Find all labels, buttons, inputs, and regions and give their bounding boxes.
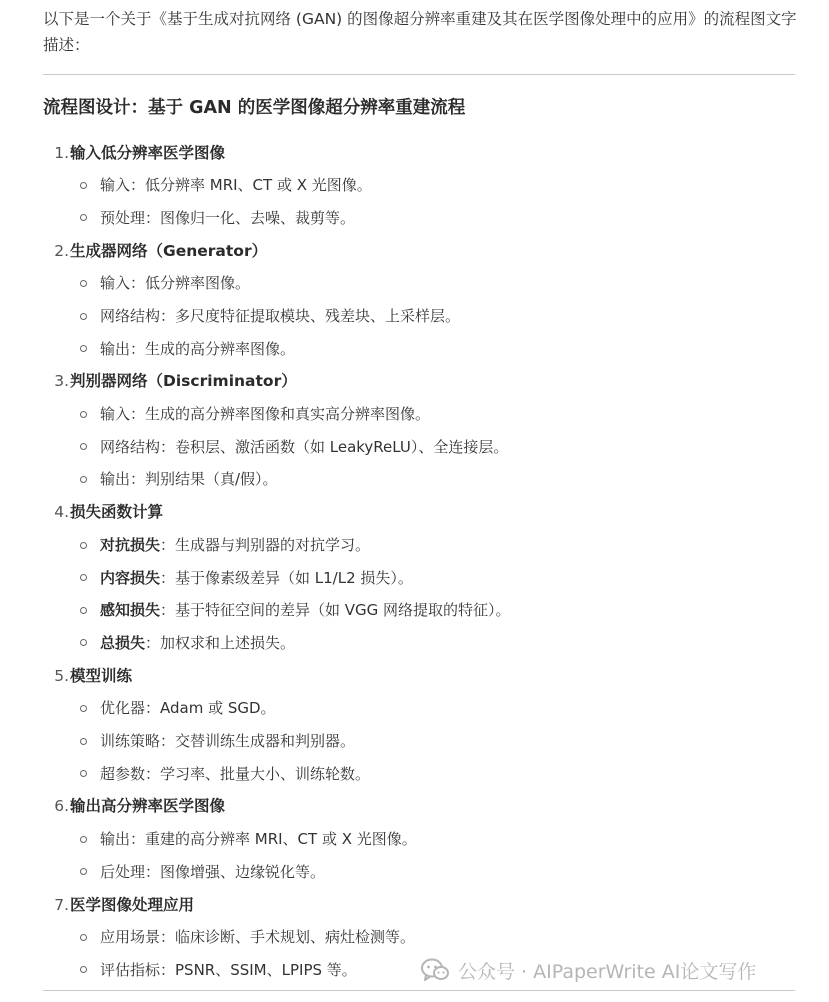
sub-item-text: 超参数：学习率、批量大小、训练轮数。 <box>100 764 371 783</box>
step-title-row <box>43 234 803 267</box>
hollow-bullet-icon <box>80 966 87 973</box>
sub-item-text: ：基于像素级差异（如 L1/L2 损失）。 <box>160 568 413 587</box>
sub-item-term: 总损失 <box>100 633 146 652</box>
hollow-bullet-icon <box>80 476 87 483</box>
hollow-bullet-icon <box>80 214 87 221</box>
step-title-row <box>43 659 803 692</box>
sub-item-text: 输入：低分辨率图像。 <box>100 274 251 293</box>
intro-paragraph: 以下是一个关于《基于生成对抗网络 (GAN) 的图像超分辨率重建及其在医学图像处理中的应用》的流程图文字描述： <box>43 10 797 54</box>
step-item <box>43 365 803 496</box>
sub-item-list <box>43 692 803 790</box>
sub-item <box>43 300 803 333</box>
wechat-icon <box>420 957 450 983</box>
sub-item-text: 应用场景：临床诊断、手术规划、病灶检测等。 <box>100 928 416 947</box>
step-title: 医学图像处理应用 <box>70 895 195 914</box>
hollow-bullet-icon <box>80 411 87 418</box>
watermark <box>420 955 756 985</box>
sub-item-text: ：生成器与判别器的对抗学习。 <box>160 536 371 555</box>
hollow-bullet-icon <box>80 705 87 712</box>
sub-item-list <box>43 267 803 365</box>
watermark-text: 公众号 · AIPaperWrite AI论文写作 <box>458 960 757 983</box>
sub-item-text: 输出：判别结果（真/假）。 <box>100 470 278 489</box>
sub-item <box>43 398 803 431</box>
step-title-row <box>43 496 803 529</box>
sub-item-term: 对抗损失 <box>100 536 161 555</box>
step-item <box>43 234 803 365</box>
hollow-bullet-icon <box>80 182 87 189</box>
step-number: 1. <box>54 143 69 162</box>
step-item <box>43 136 803 234</box>
sub-item <box>43 627 803 660</box>
hollow-bullet-icon <box>80 770 87 777</box>
sub-item <box>43 594 803 627</box>
step-number: 4. <box>54 503 69 522</box>
hollow-bullet-icon <box>80 738 87 745</box>
flow-steps-list <box>43 136 803 986</box>
hollow-bullet-icon <box>80 345 87 352</box>
step-number: 3. <box>54 372 69 391</box>
hollow-bullet-icon <box>80 607 87 614</box>
sub-item-text: 输入：低分辨率 MRI、CT 或 X 光图像。 <box>100 176 372 195</box>
hollow-bullet-icon <box>80 280 87 287</box>
divider-bottom <box>43 990 795 991</box>
sub-item-text: 输入：生成的高分辨率图像和真实高分辨率图像。 <box>100 405 431 424</box>
step-title-row <box>43 136 803 169</box>
sub-item <box>43 692 803 725</box>
sub-item <box>43 332 803 365</box>
hollow-bullet-icon <box>80 934 87 941</box>
sub-item <box>43 823 803 856</box>
hollow-bullet-icon <box>80 443 87 450</box>
step-number: 2. <box>54 241 69 260</box>
divider-top <box>43 74 795 75</box>
section-heading: 流程图设计：基于 GAN 的医学图像超分辨率重建流程 <box>43 98 466 118</box>
sub-item-list <box>43 169 803 234</box>
step-title: 判别器网络（Discriminator） <box>70 372 297 391</box>
sub-item <box>43 463 803 496</box>
step-title: 生成器网络（Generator） <box>70 241 268 260</box>
hollow-bullet-icon <box>80 542 87 549</box>
sub-item-list <box>43 398 803 496</box>
sub-item-text: 训练策略：交替训练生成器和判别器。 <box>100 732 356 751</box>
sub-item-text: 网络结构：卷积层、激活函数（如 LeakyReLU）、全连接层。 <box>100 437 509 456</box>
sub-item <box>43 431 803 464</box>
hollow-bullet-icon <box>80 868 87 875</box>
step-title: 模型训练 <box>70 666 133 685</box>
sub-item-text: ：基于特征空间的差异（如 VGG 网络提取的特征）。 <box>160 601 511 620</box>
step-number: 5. <box>54 666 69 685</box>
hollow-bullet-icon <box>80 639 87 646</box>
sub-item-list <box>43 823 803 888</box>
step-title: 输出高分辨率医学图像 <box>70 797 226 816</box>
sub-item <box>43 921 803 954</box>
step-title-row <box>43 365 803 398</box>
step-title: 损失函数计算 <box>70 503 164 522</box>
sub-item-text: 评估指标：PSNR、SSIM、LPIPS 等。 <box>100 960 357 979</box>
sub-item <box>43 267 803 300</box>
sub-item-list <box>43 529 803 659</box>
sub-item <box>43 561 803 594</box>
sub-item <box>43 856 803 889</box>
hollow-bullet-icon <box>80 574 87 581</box>
sub-item-term: 内容损失 <box>100 568 161 587</box>
step-item <box>43 790 803 888</box>
sub-item <box>43 529 803 562</box>
sub-item-text: 输出：生成的高分辨率图像。 <box>100 339 296 358</box>
step-item <box>43 496 803 659</box>
step-number: 7. <box>54 895 69 914</box>
hollow-bullet-icon <box>80 313 87 320</box>
sub-item <box>43 169 803 202</box>
sub-item-text: 后处理：图像增强、边缘锐化等。 <box>100 862 326 881</box>
sub-item-text: 预处理：图像归一化、去噪、裁剪等。 <box>100 208 356 227</box>
sub-item <box>43 725 803 758</box>
sub-item-text: 优化器：Adam 或 SGD。 <box>100 699 276 718</box>
step-title: 输入低分辨率医学图像 <box>70 143 226 162</box>
hollow-bullet-icon <box>80 836 87 843</box>
step-item <box>43 659 803 790</box>
step-number: 6. <box>54 797 69 816</box>
sub-item <box>43 757 803 790</box>
sub-item-term: 感知损失 <box>100 601 161 620</box>
sub-item <box>43 202 803 235</box>
sub-item-text: 输出：重建的高分辨率 MRI、CT 或 X 光图像。 <box>100 830 417 849</box>
sub-item-text: 网络结构：多尺度特征提取模块、残差块、上采样层。 <box>100 307 461 326</box>
step-title-row <box>43 790 803 823</box>
sub-item-text: ：加权求和上述损失。 <box>145 633 296 652</box>
step-title-row <box>43 888 803 921</box>
